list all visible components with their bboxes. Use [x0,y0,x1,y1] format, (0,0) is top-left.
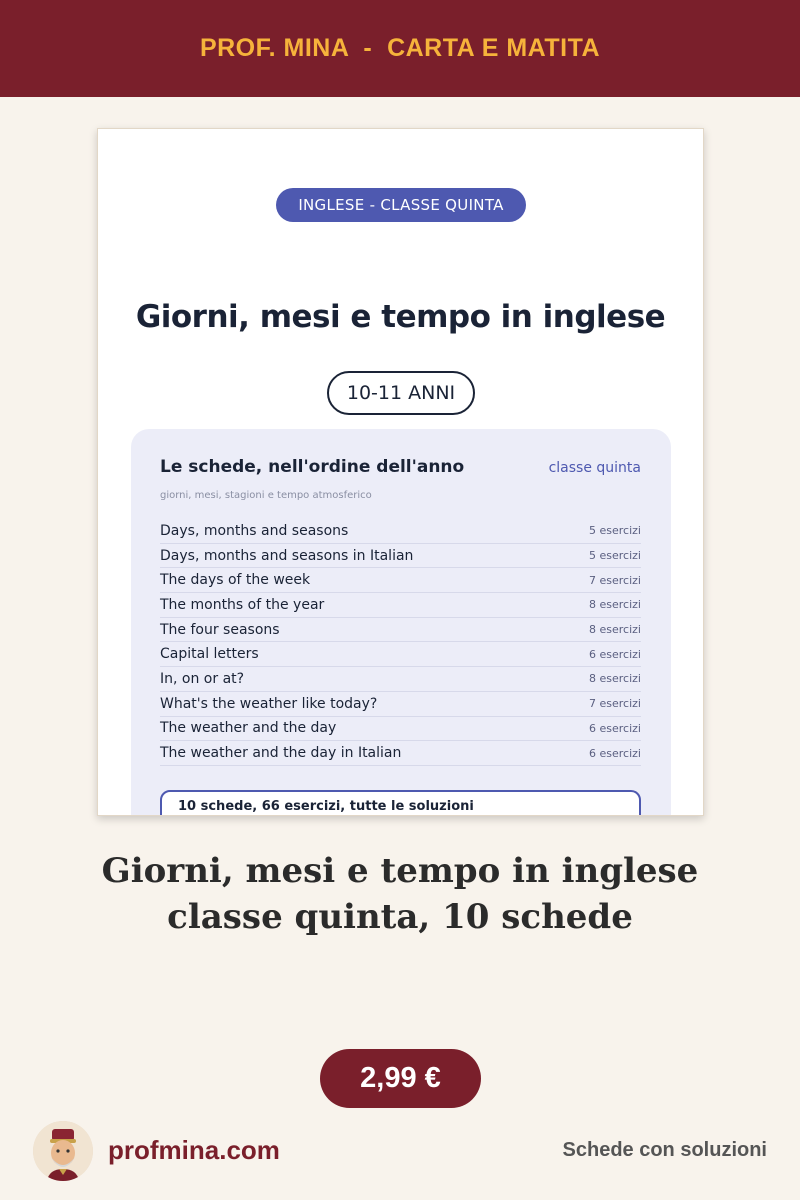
item-count: 7 esercizi [589,573,641,587]
item-count: 6 esercizi [589,647,641,661]
item-label: In, on or at? [160,670,245,687]
teacher-avatar-icon [33,1121,93,1181]
item-label: The months of the year [160,596,325,613]
worksheet-list-card [131,429,671,816]
list-item [160,544,641,569]
item-label: Days, months and seasons [160,522,349,539]
list-item [160,642,641,667]
item-count: 8 esercizi [589,623,641,637]
product-title-line1: Giorni, mesi e tempo in inglese [101,851,699,891]
list-class-label: classe quinta [548,460,641,476]
item-label: The days of the week [160,572,311,589]
top-banner [0,0,800,97]
subject-badge: INGLESE - CLASSE QUINTA [276,188,526,222]
site-link[interactable]: profmina.com [108,1135,280,1165]
tagline: Schede con soluzioni [562,1139,767,1161]
price-button[interactable]: 2,99 € [320,1049,481,1108]
item-label: The weather and the day in Italian [160,745,402,762]
item-count: 7 esercizi [589,697,641,711]
worksheet-list [160,519,641,766]
item-count: 8 esercizi [589,598,641,612]
list-item [160,618,641,643]
item-label: What's the weather like today? [160,695,378,712]
product-title [0,848,800,940]
item-count: 6 esercizi [589,721,641,735]
item-label: Days, months and seasons in Italian [160,547,414,564]
item-label: The weather and the day [160,720,337,737]
list-item [160,692,641,717]
preview-sheet[interactable] [97,128,704,816]
sheet-title: Giorni, mesi e tempo in inglese [135,299,666,335]
item-label: Capital letters [160,646,259,663]
item-count: 5 esercizi [589,549,641,563]
item-count: 6 esercizi [589,746,641,760]
brand-title: PROF. MINA - CARTA E MATITA [199,34,601,62]
age-badge: 10-11 ANNI [327,371,475,415]
list-subtitle: giorni, mesi, stagioni e tempo atmosferico [160,490,372,501]
item-count: 8 esercizi [589,672,641,686]
item-label: The four seasons [160,621,280,638]
list-item [160,717,641,742]
list-item [160,519,641,544]
product-title-line2: classe quinta, 10 schede [167,897,633,937]
list-item [160,568,641,593]
item-count: 5 esercizi [589,524,641,538]
list-item [160,667,641,692]
list-item [160,741,641,766]
summary-box: 10 schede, 66 esercizi, tutte le soluzioni [160,790,641,816]
list-item [160,593,641,618]
list-title: Le schede, nell'ordine dell'anno [160,457,465,477]
